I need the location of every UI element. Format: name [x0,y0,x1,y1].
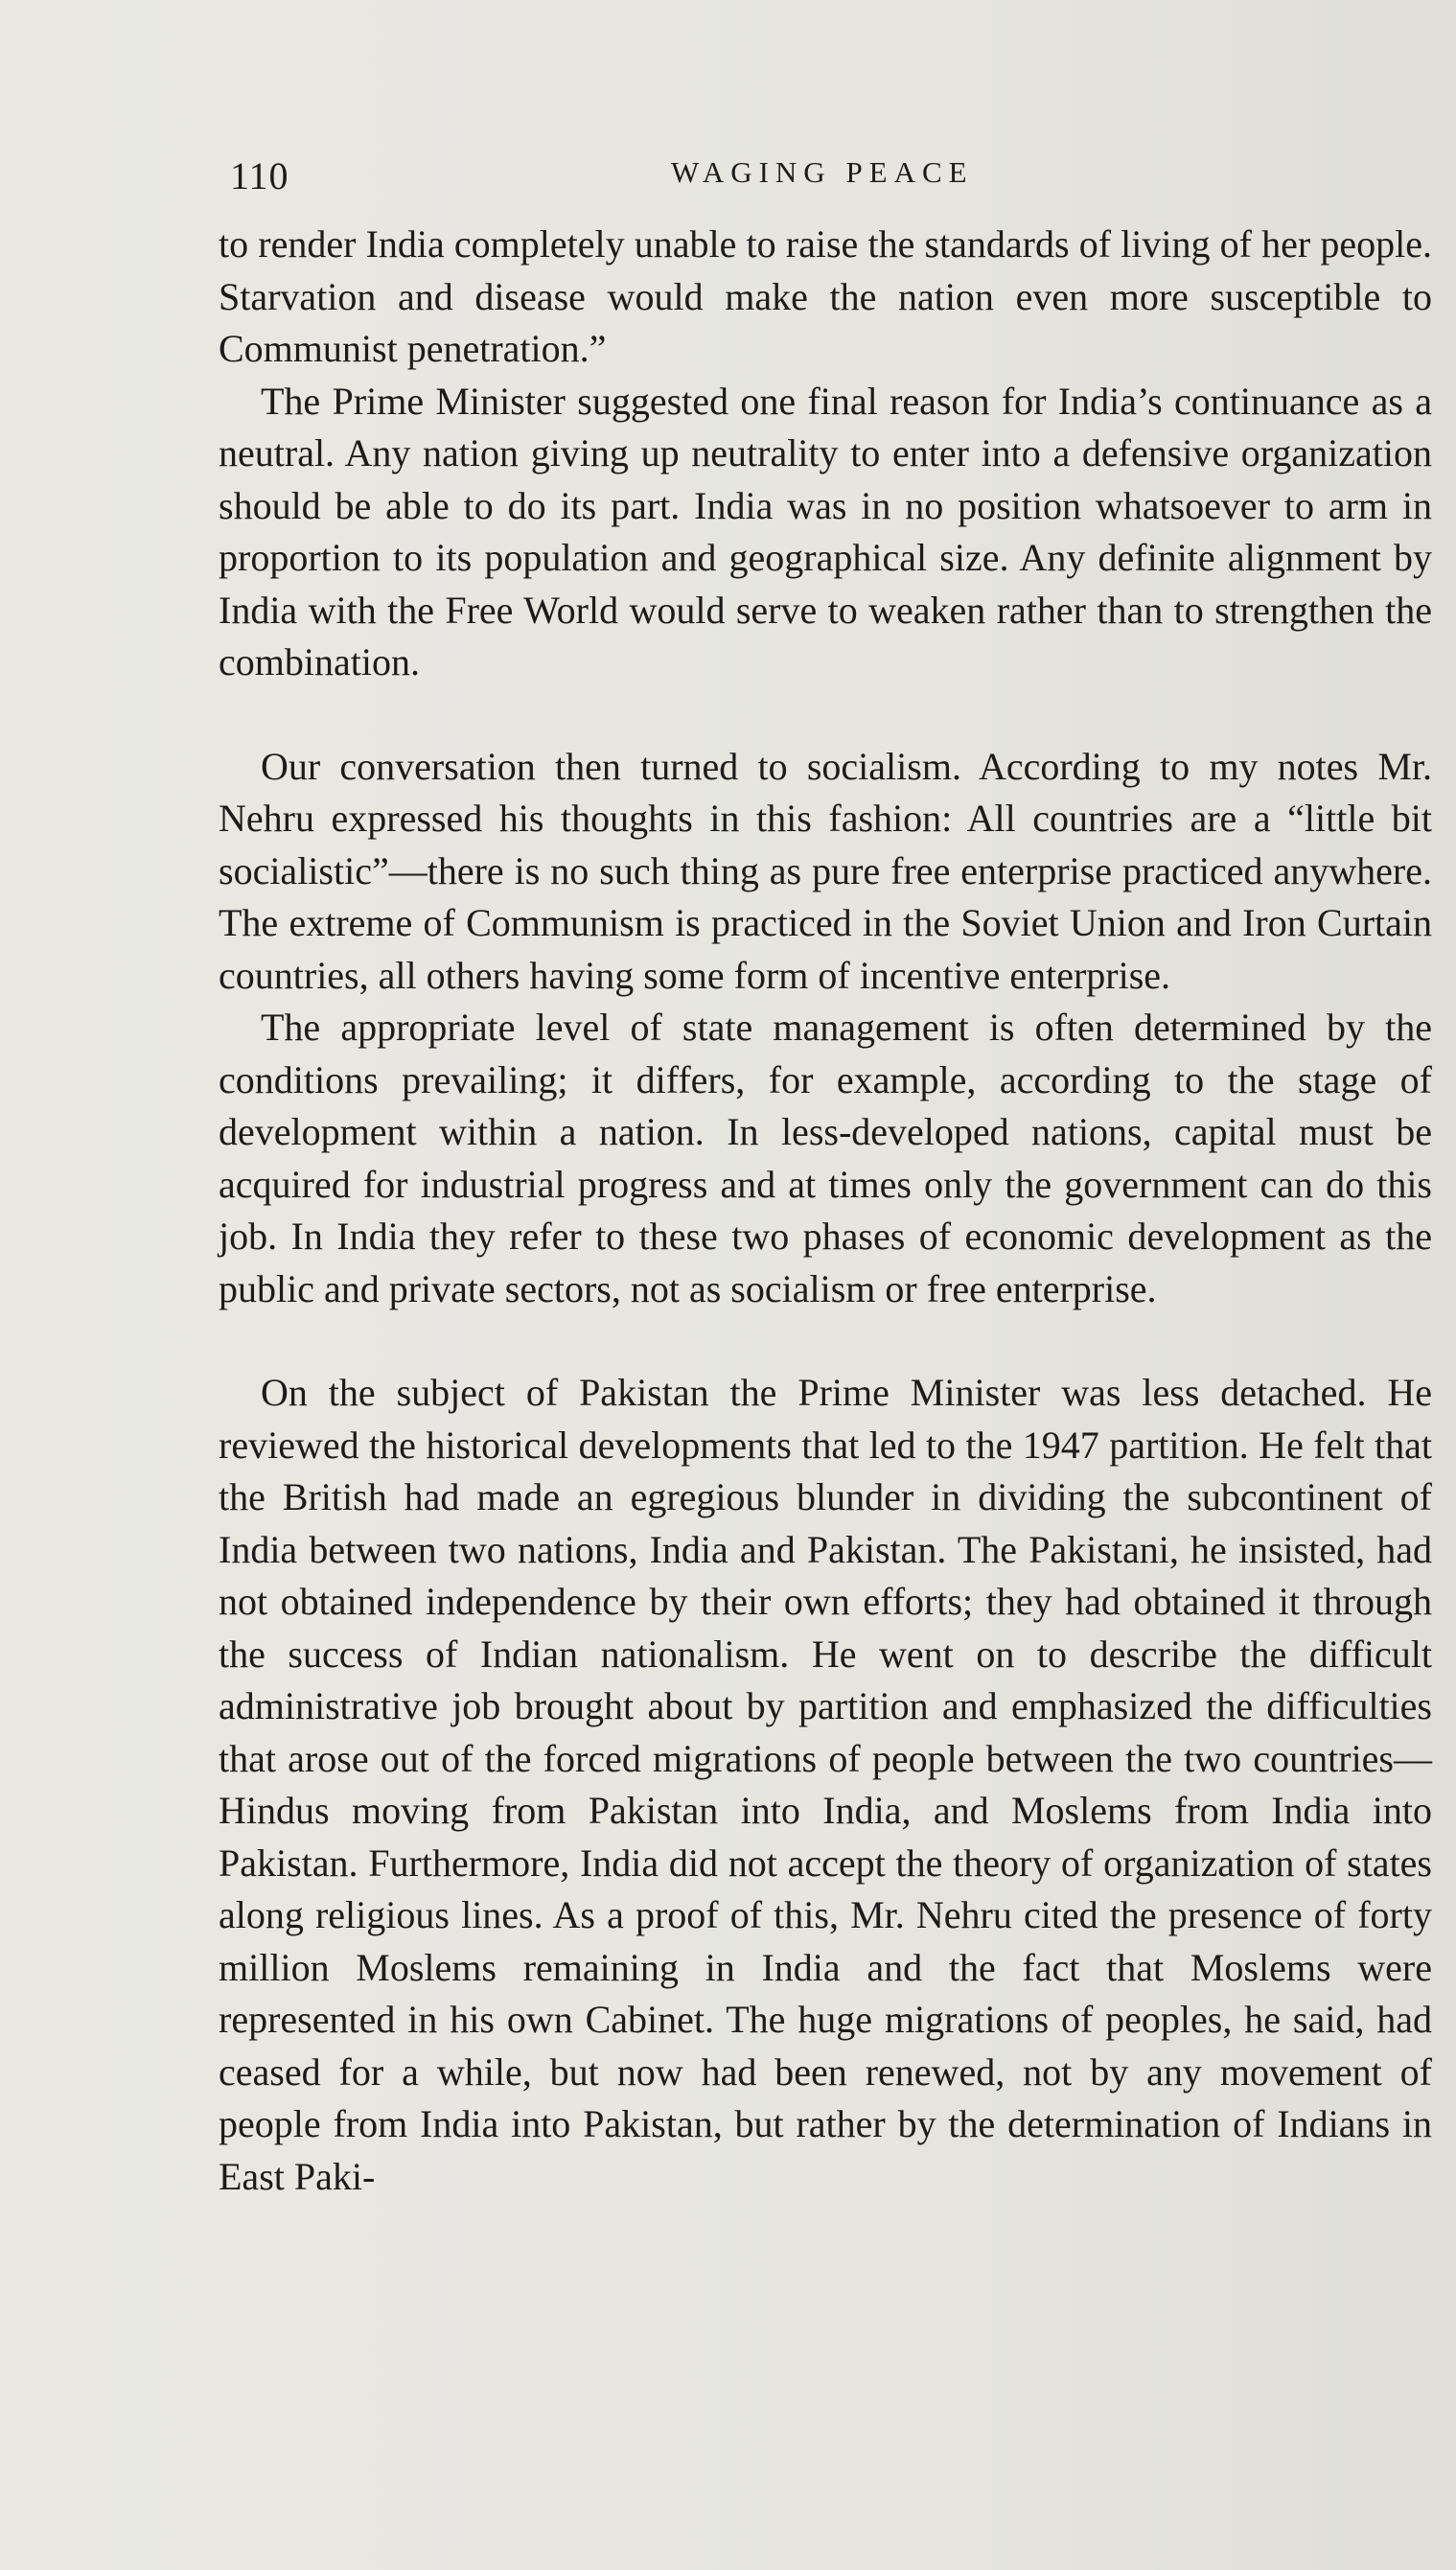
running-head: WAGING PEACE [671,155,974,189]
page-number: 110 [230,154,289,197]
page-header [230,153,1419,201]
paragraph-socialism: Our conversation then turned to socialism. According to my notes Mr. Nehru expressed his thoughts in this fashion: All countries are a “little bit socialistic”—there is no such thing as pure free enterprise practiced anywhere. The extreme of Communism is practiced in the Soviet Union and Iron Curtain countries, all others having some form of incentive enterprise. [219,744,1432,997]
paragraph-state-management: The appropriate level of state management is often determined by the conditions prevailing; it differs, for example, according to the stage of development within a nation. In less-developed nations, capital must be acquired for industrial progress and at times only the government can do this job. In India they refer to these two phases of economic development as the public and private sectors, not as socialism or free enterprise. [219,1006,1432,1310]
paragraph-neutrality: The Prime Minister suggested one final reason for India’s continuance as a neutral. Any nation giving up neutrality to enter into a defensive organization should be able to do its part. India was in no position whatsoever to arm in proportion to its population and geographical size. Any definite alignment by India with the Free World would serve to weaken rather than to strengthen the combination. [219,379,1432,683]
body-text [219,219,1432,2203]
paragraph-continuation: to render India completely unable to raise the standards of living of her people. Starvation and disease would make the nation even more susceptible to Communist penetration.” [219,222,1432,370]
paragraph-pakistan: On the subject of Pakistan the Prime Minister was less detached. He reviewed the historical developments that led to the 1947 partition. He felt that the British had made an egregious blunder in dividing the subcontinent of India between two nations, India and Pakistan. The Pakistani, he insisted, had not obtained independence by their own efforts; they had obtained it through the success of Indian nationalism. He went on to describe the difficult administrative job brought about by partition and emphasized the difficulties that arose out of the forced migrations of people between the two countries—Hindus moving from Pakistan into India, and Moslems from India into Pakistan. Furthermore, India did not accept the theory of organization of states along religious lines. As a proof of this, Mr. Nehru cited the presence of forty million Moslems remaining in India and the fact that Moslems were represented in his own Cabinet. The huge migrations of peoples, he said, had ceased for a while, but now had been renewed, not by any movement of people from India into Pakistan, but rather by the determination of Indians in East Paki- [219,1371,1432,2198]
